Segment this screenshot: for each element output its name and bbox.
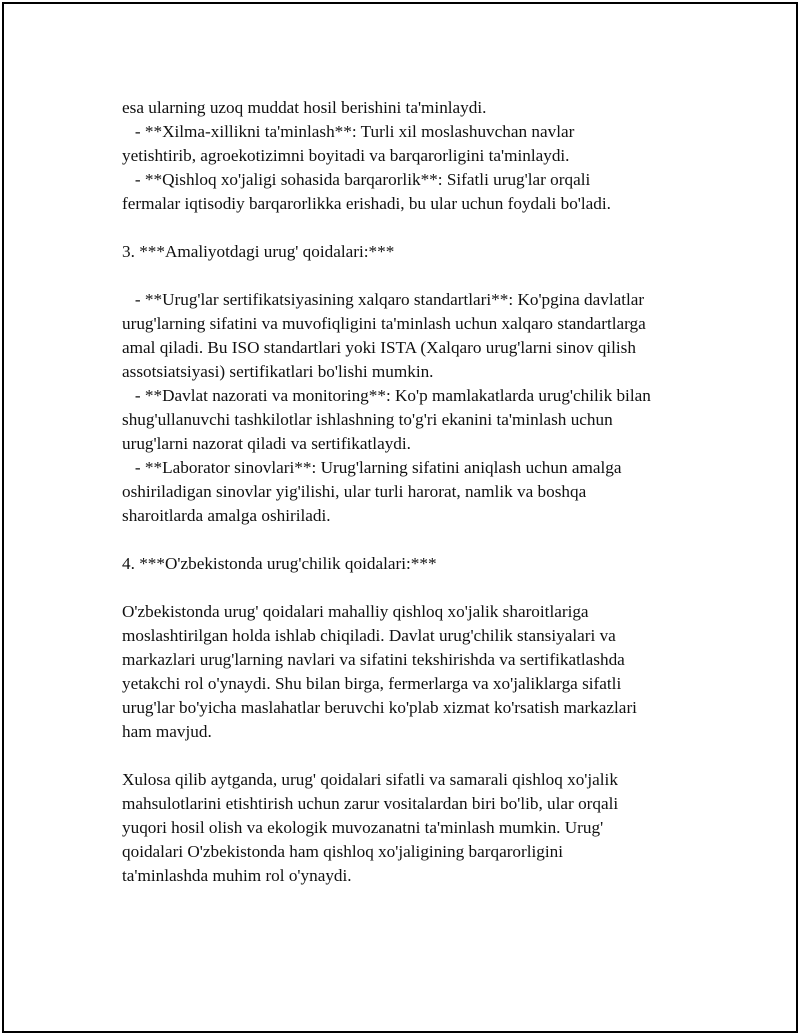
text-line: amal qiladi. Bu ISO standartlari yoki ISTA (Xalqaro urug'larni sinov qilish bbox=[122, 338, 636, 357]
text-line: mahsulotlarini etishtirish uchun zarur vositalardan biri bo'lib, ular orqali bbox=[122, 794, 619, 813]
text-line: yuqori hosil olish va ekologik muvozanatni ta'minlash mumkin. Urug' bbox=[122, 818, 604, 837]
text-line: - **Urug'lar sertifikatsiyasining xalqaro standartlari**: Ko'pgina davlatlar bbox=[122, 290, 645, 309]
text-line: moslashtirilgan holda ishlab chiqiladi. Davlat urug'chilik stansiyalari va bbox=[122, 626, 616, 645]
section-heading-3 bbox=[122, 240, 697, 264]
text-line: oshiriladigan sinovlar yig'ilishi, ular turli harorat, namlik va boshqa bbox=[122, 482, 587, 501]
text-line: - **Qishloq xo'jaligi sohasida barqarorlik**: Sifatli urug'lar orqali bbox=[122, 170, 591, 189]
text-line: assotsiatsiyasi) sertifikatlari bo'lishi mumkin. bbox=[122, 362, 434, 381]
text-line: - **Xilma-xillikni ta'minlash**: Turli xil moslashuvchan navlar bbox=[122, 122, 575, 141]
text-line: - **Davlat nazorati va monitoring**: Ko'p mamlakatlarda urug'chilik bilan bbox=[122, 386, 651, 405]
text-line: urug'larni nazorat qiladi va sertifikatlaydi. bbox=[122, 434, 411, 453]
text-line: qoidalari O'zbekistonda ham qishloq xo'jaligining barqarorligini bbox=[122, 842, 564, 861]
text-line: shug'ullanuvchi tashkilotlar ishlashning to'g'ri ekanini ta'minlash uchun bbox=[122, 410, 613, 429]
text-line: O'zbekistonda urug' qoidalari mahalliy qishloq xo'jalik sharoitlariga bbox=[122, 602, 589, 621]
text-line: sharoitlarda amalga oshiriladi. bbox=[122, 506, 331, 525]
heading-line: 3. ***Amaliyotdagi urug' qoidalari:*** bbox=[122, 242, 395, 261]
text-line: yetishtirib, agroekotizimni boyitadi va barqarorligini ta'minlaydi. bbox=[122, 146, 570, 165]
text-line: yetakchi rol o'ynaydi. Shu bilan birga, fermerlarga va xo'jaliklarga sifatli bbox=[122, 674, 622, 693]
document-body bbox=[122, 96, 697, 888]
paragraph-uzbekistan bbox=[122, 600, 697, 744]
text-line: esa ularning uzoq muddat hosil berishini ta'minlaydi. bbox=[122, 98, 487, 117]
text-line: urug'larning sifatini va muvofiqligini ta'minlash uchun xalqaro standartlarga bbox=[122, 314, 646, 333]
text-line: ham mavjud. bbox=[122, 722, 212, 741]
text-line: urug'lar bo'yicha maslahatlar beruvchi ko'plab xizmat ko'rsatish markazlari bbox=[122, 698, 637, 717]
text-line: Xulosa qilib aytganda, urug' qoidalari sifatli va samarali qishloq xo'jalik bbox=[122, 770, 618, 789]
paragraph-practice-rules bbox=[122, 288, 697, 528]
page-frame bbox=[2, 2, 798, 1033]
paragraph-conclusion bbox=[122, 768, 697, 888]
text-line: fermalar iqtisodiy barqarorlikka erishadi, bu ular uchun foydali bo'ladi. bbox=[122, 194, 611, 213]
text-line: ta'minlashda muhim rol o'ynaydi. bbox=[122, 866, 352, 885]
section-heading-4 bbox=[122, 552, 697, 576]
text-line: markazlari urug'larning navlari va sifatini tekshirishda va sertifikatlashda bbox=[122, 650, 625, 669]
heading-line: 4. ***O'zbekistonda urug'chilik qoidalari:*** bbox=[122, 554, 437, 573]
text-line: - **Laborator sinovlari**: Urug'larning sifatini aniqlash uchun amalga bbox=[122, 458, 622, 477]
paragraph-intro-continuation bbox=[122, 96, 697, 216]
